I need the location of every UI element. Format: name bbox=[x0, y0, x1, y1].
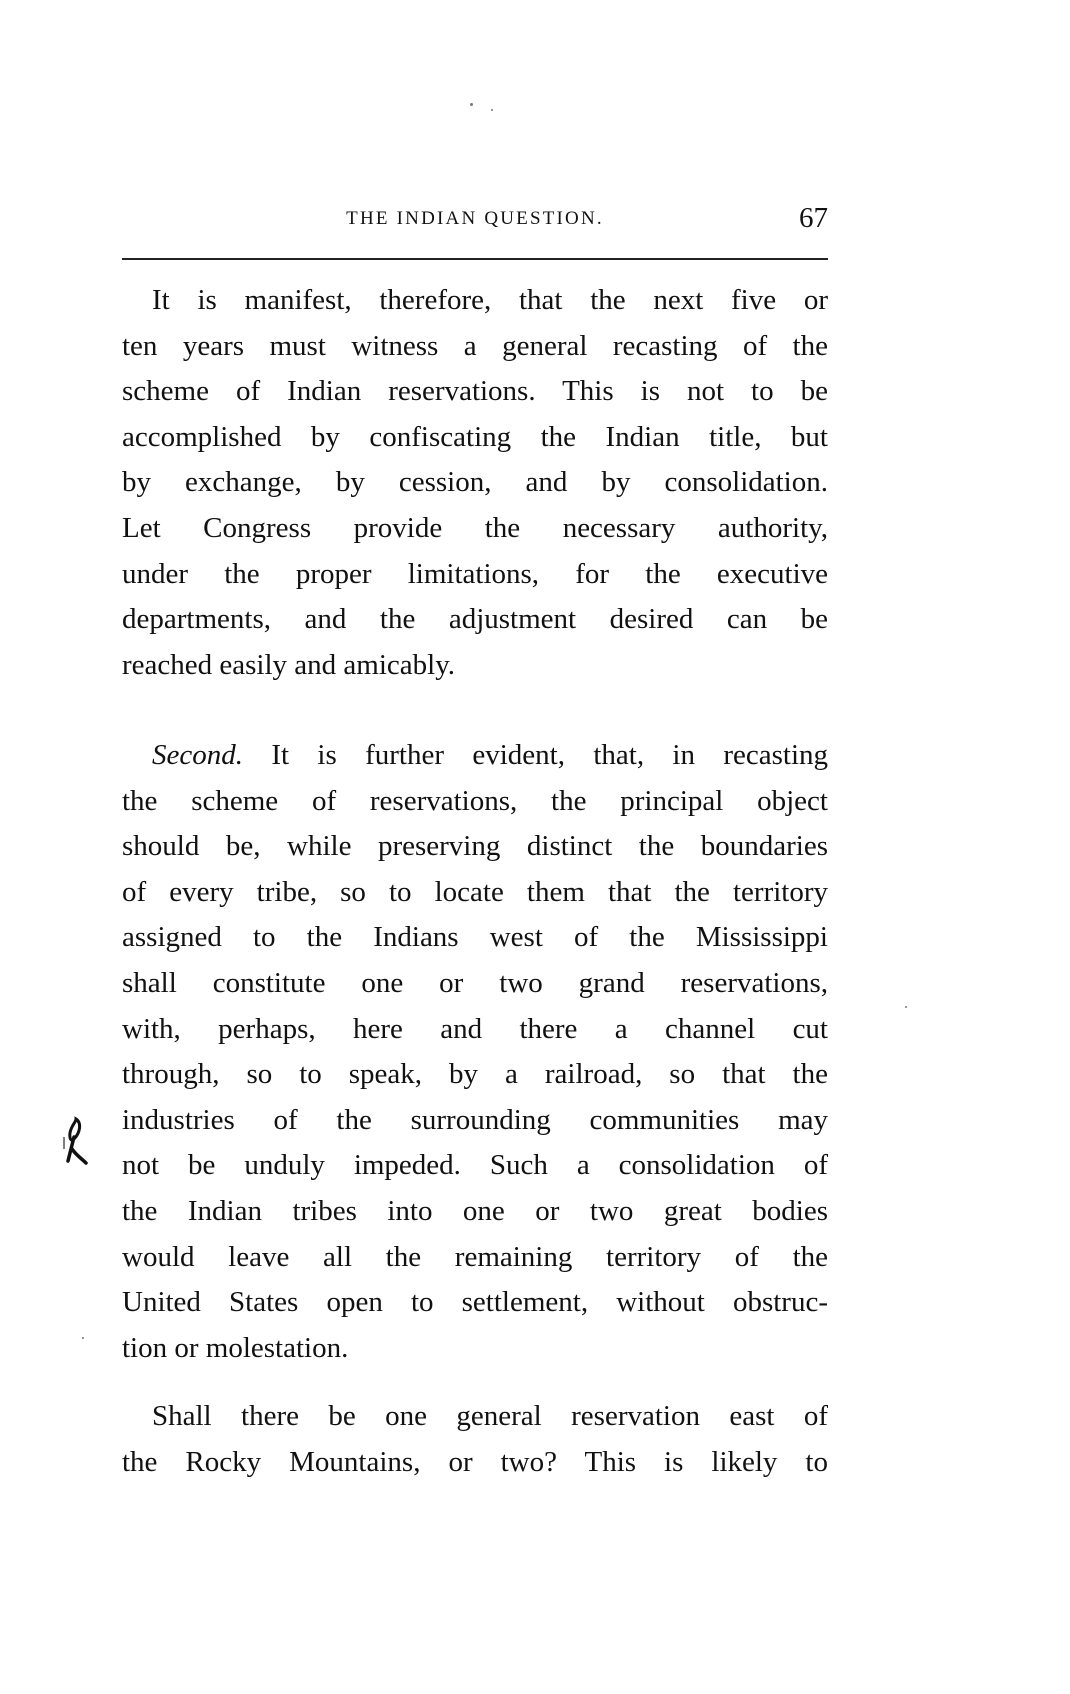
text-line: under the proper limitations, for the executive bbox=[122, 557, 828, 590]
paragraph-3 bbox=[122, 1394, 828, 1485]
paragraph-lead: Second. bbox=[152, 739, 243, 771]
running-head bbox=[122, 202, 828, 242]
paragraph-1 bbox=[122, 278, 828, 688]
text-line: with, perhaps, here and there a channel cut bbox=[122, 1012, 828, 1045]
running-title: THE INDIAN QUESTION. bbox=[346, 208, 604, 229]
text-line: by exchange, by cession, and by consolidation. bbox=[122, 466, 828, 499]
paragraph-2 bbox=[122, 733, 828, 1371]
text-line: Let Congress provide the necessary authority, bbox=[122, 511, 828, 544]
text-line: the scheme of reservations, the principal object bbox=[122, 784, 828, 817]
handwritten-mark-icon bbox=[60, 1115, 90, 1175]
text-line: not be unduly impeded. Such a consolidation of bbox=[122, 1149, 828, 1182]
text-line: departments, and the adjustment desired can be bbox=[122, 603, 828, 636]
text-line: would leave all the remaining territory of the bbox=[122, 1240, 828, 1273]
paper-speck bbox=[905, 1006, 907, 1008]
text-line: should be, while preserving distinct the boundaries bbox=[122, 830, 828, 863]
paper-speck bbox=[82, 1337, 84, 1339]
text-line: ten years must witness a general recasting of the bbox=[122, 329, 828, 362]
text-line: of every tribe, so to locate them that the territory bbox=[122, 875, 828, 908]
text-line: assigned to the Indians west of the Mississippi bbox=[122, 921, 828, 954]
text-line: Shall there be one general reservation east of bbox=[152, 1400, 828, 1432]
text-line bbox=[122, 733, 828, 779]
text-line: industries of the surrounding communities may bbox=[122, 1103, 828, 1136]
text-line: reached easily and amicably. bbox=[122, 648, 456, 681]
text-line: the Rocky Mountains, or two? This is likely to bbox=[122, 1445, 828, 1478]
text-line: the Indian tribes into one or two great bodies bbox=[122, 1194, 828, 1227]
header-rule bbox=[122, 258, 828, 260]
text-line: scheme of Indian reservations. This is not to be bbox=[122, 375, 828, 408]
text-line: shall constitute one or two grand reservations, bbox=[122, 966, 828, 999]
text-run: It is further evident, that, in recasting bbox=[243, 739, 828, 771]
paper-speck bbox=[470, 103, 473, 106]
paper-speck bbox=[491, 109, 493, 111]
text-line: It is manifest, therefore, that the next five or bbox=[152, 284, 828, 316]
page-number: 67 bbox=[799, 202, 828, 234]
text-line: accomplished by confiscating the Indian title, but bbox=[122, 420, 828, 453]
text-line: tion or molestation. bbox=[122, 1331, 349, 1364]
text-line: through, so to speak, by a railroad, so that the bbox=[122, 1058, 828, 1091]
text-line: United States open to settlement, without obstruc- bbox=[122, 1286, 828, 1319]
